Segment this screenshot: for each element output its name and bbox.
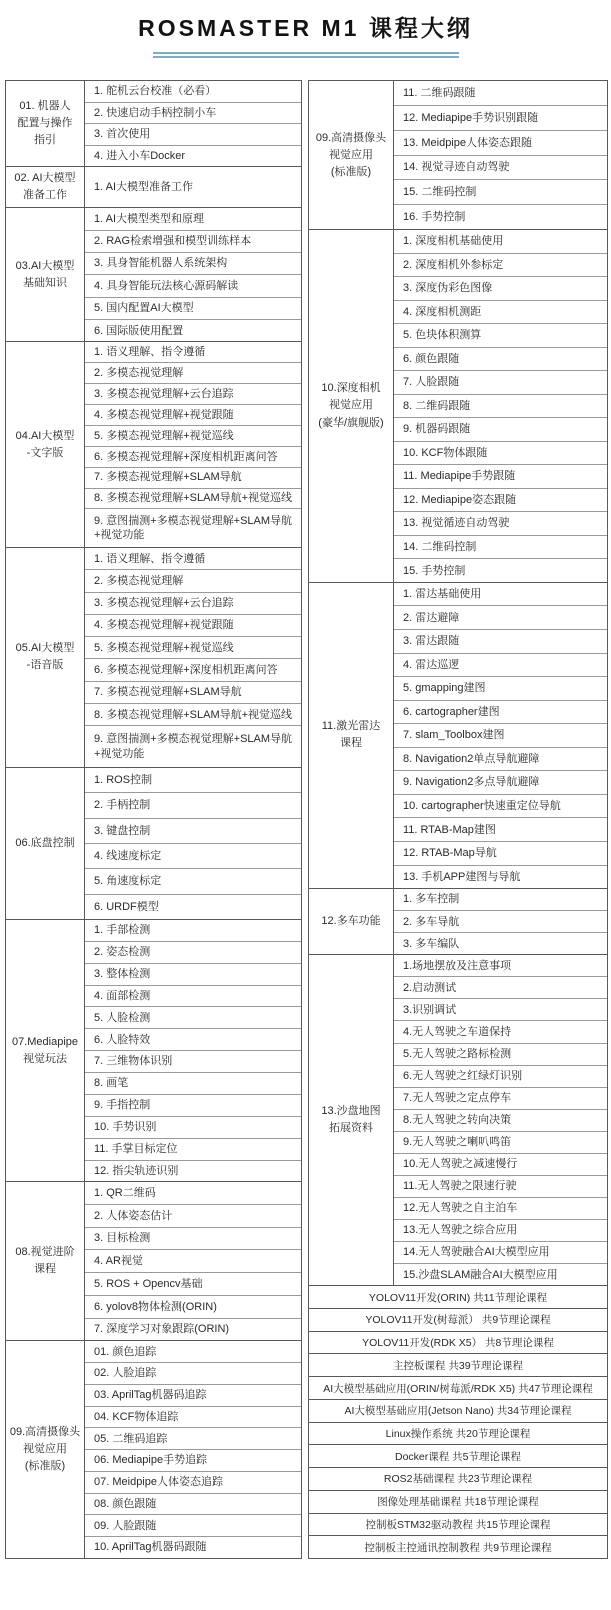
course-item: 13.无人驾驶之综合应用 [394, 1220, 607, 1242]
item-list [85, 342, 301, 547]
course-item: 7. 深度学习对象跟踪(ORIN) [94, 1323, 230, 1336]
course-item: 4.无人驾驶之车道保持 [394, 1021, 607, 1043]
course-item: 10. 手势识别 [85, 1117, 301, 1139]
course-item: 8. 画笔 [85, 1073, 301, 1095]
category-label: 09.高清摄像头 视觉应用 (标准版) [6, 1341, 85, 1558]
course-item: 3. 首次使用 [85, 124, 301, 146]
course-item: 1. AI大模型类型和原理 [85, 208, 301, 230]
course-item: 4. 雷达巡逻 [394, 654, 607, 678]
course-item: 1. AI大模型准备工作 [94, 181, 194, 194]
course-item: 15. 手势控制 [403, 564, 466, 577]
summary-row: 控制板STM32驱动教程 共15节理论课程 [309, 1514, 607, 1537]
course-item: 5. 角速度标定 [85, 869, 301, 894]
category-label: 09.高清摄像头 视觉应用 (标准版) [309, 81, 394, 229]
course-outline-table [5, 80, 608, 1559]
course-item: 2. 多模态视觉理解 [85, 570, 301, 592]
course-item: 6. yolov8物体检测(ORIN) [85, 1296, 301, 1319]
course-section [6, 342, 301, 548]
course-item: 11. 二维码跟随 [394, 81, 607, 106]
course-section [6, 208, 301, 342]
course-item: 9. 意图揣测+多模态视觉理解+SLAM导航+视觉功能 [94, 514, 293, 542]
summary-row: 图像处理基础课程 共18节理论课程 [309, 1491, 607, 1514]
course-item: 3. 多模态视觉理解+云台追踪 [85, 384, 301, 405]
course-item: 13. Meidpipe人体姿态跟随 [394, 131, 607, 156]
course-item: 16. 手势控制 [403, 211, 466, 224]
course-item: 2. 多模态视觉理解 [85, 363, 301, 384]
course-item: 13. 手机APP建图与导航 [403, 870, 521, 883]
course-item: 10. cartographer快速重定位导航 [394, 795, 607, 819]
course-item: 8.无人驾驶之转向决策 [394, 1110, 607, 1132]
course-item: 5. ROS + Opencv基础 [85, 1273, 301, 1296]
course-item: 7. 三维物体识别 [85, 1051, 301, 1073]
course-item: 1. 舵机云台校准（必看） [85, 81, 301, 103]
table-left-half [5, 80, 302, 1559]
course-item: 6. 多模态视觉理解+深度相机距离问答 [85, 447, 301, 468]
summary-row: Docker课程 共5节理论课程 [309, 1445, 607, 1468]
course-item: 2. 快速启动手柄控制小车 [85, 103, 301, 125]
item-list [85, 1182, 301, 1340]
category-label: 08.视觉进阶 课程 [6, 1182, 85, 1340]
item-list [85, 208, 301, 341]
course-item: 1. 深度相机基础使用 [394, 230, 607, 254]
course-item: 01. 颜色追踪 [85, 1341, 301, 1363]
course-section [6, 1341, 301, 1558]
course-section [6, 1182, 301, 1341]
item-list [85, 548, 301, 767]
course-item: 4. 具身智能玩法核心源码解读 [85, 275, 301, 297]
course-item: 11. 手掌目标定位 [85, 1139, 301, 1161]
course-item: 5. 多模态视觉理解+视觉巡线 [85, 637, 301, 659]
item-list [394, 889, 607, 954]
course-item: 1. 语义理解、指令遵循 [85, 548, 301, 570]
course-section [6, 548, 301, 768]
course-item: 11.无人驾驶之限速行驶 [394, 1176, 607, 1198]
course-section [6, 920, 301, 1182]
course-item: 3. 具身智能机器人系统架构 [85, 253, 301, 275]
summary-row: AI大模型基础应用(Jetson Nano) 共34节理论课程 [309, 1400, 607, 1423]
category-label: 07.Mediapipe 视觉玩法 [6, 920, 85, 1181]
course-item: 5. gmapping建图 [394, 677, 607, 701]
course-item: 07. Meidpipe人体姿态追踪 [85, 1472, 301, 1494]
summary-row: YOLOV11开发(ORIN) 共11节理论课程 [309, 1286, 607, 1309]
course-item: 10. AprilTag机器码跟随 [94, 1541, 207, 1554]
course-item: 3. 多模态视觉理解+云台追踪 [85, 593, 301, 615]
item-list [394, 230, 607, 582]
summary-row: Linux操作系统 共20节理论课程 [309, 1423, 607, 1446]
course-item: 8. Navigation2单点导航避障 [394, 748, 607, 772]
course-item: 3. 整体检测 [85, 964, 301, 986]
course-item: 6. 多模态视觉理解+深度相机距离问答 [85, 659, 301, 681]
category-label: 02. AI大模型 准备工作 [6, 167, 85, 207]
course-item: 6. URDF模型 [94, 900, 159, 913]
course-item: 1. 手部检测 [85, 920, 301, 942]
course-item: 6.无人驾驶之红绿灯识别 [394, 1066, 607, 1088]
course-item: 7. 多模态视觉理解+SLAM导航 [85, 468, 301, 489]
course-item: 3. 雷达跟随 [394, 630, 607, 654]
course-item: 15. 二维码控制 [394, 180, 607, 205]
course-item: 4. 多模态视觉理解+视觉跟随 [85, 405, 301, 426]
course-item: 03. AprilTag机器码追踪 [85, 1385, 301, 1407]
course-item: 9. Navigation2多点导航避障 [394, 771, 607, 795]
course-item: 02. 人脸追踪 [85, 1363, 301, 1385]
course-item: 6. 颜色跟随 [394, 348, 607, 372]
course-item: 3. 键盘控制 [85, 819, 301, 844]
course-item: 2. 姿态检测 [85, 942, 301, 964]
course-item: 5. 人脸检测 [85, 1007, 301, 1029]
course-item: 3. 目标检测 [85, 1228, 301, 1251]
course-section [309, 230, 607, 583]
course-item: 9. 手指控制 [85, 1095, 301, 1117]
course-section [309, 889, 607, 955]
course-item: 9. 机器码跟随 [394, 418, 607, 442]
course-item: 2. 雷达避障 [394, 606, 607, 630]
course-item: 2. 多车导航 [394, 911, 607, 933]
category-label: 01. 机器人 配置与操作 指引 [6, 81, 85, 166]
course-item: 14. 视觉寻迹自动驾驶 [394, 156, 607, 181]
course-item: 4. AR视觉 [85, 1250, 301, 1273]
course-item: 1. 雷达基础使用 [394, 583, 607, 607]
item-list [85, 920, 301, 1181]
course-item: 15.沙盘SLAM融合AI大模型应用 [403, 1268, 558, 1281]
page-title: ROSMASTER M1 课程大纲 [138, 15, 473, 41]
course-item: 2. 手柄控制 [85, 793, 301, 818]
course-item: 5.无人驾驶之路标检测 [394, 1044, 607, 1066]
item-list [85, 1341, 301, 1558]
course-item: 10.无人驾驶之减速慢行 [394, 1154, 607, 1176]
course-item: 11. Mediapipe手势跟随 [394, 465, 607, 489]
table-right-half [308, 80, 608, 1559]
course-item: 08. 颜色跟随 [85, 1494, 301, 1516]
summary-row: YOLOV11开发(RDK X5） 共8节理论课程 [309, 1332, 607, 1355]
course-item: 4. 面部检测 [85, 986, 301, 1008]
summary-row: 主控板课程 共39节理论课程 [309, 1354, 607, 1377]
course-item: 12. Mediapipe姿态跟随 [394, 489, 607, 513]
category-label: 10.深度相机 视觉应用 (豪华/旗舰版) [309, 230, 394, 582]
item-list [85, 81, 301, 166]
course-item: 14. 二维码控制 [394, 536, 607, 560]
item-list [394, 583, 607, 888]
course-item: 1.场地摆放及注意事项 [394, 955, 607, 977]
course-item: 7. 多模态视觉理解+SLAM导航 [85, 682, 301, 704]
course-item: 10. KCF物体跟随 [394, 442, 607, 466]
course-item: 2.启动测试 [394, 977, 607, 999]
course-item: 1. 多车控制 [394, 889, 607, 911]
category-label: 03.AI大模型 基础知识 [6, 208, 85, 341]
course-item: 12. RTAB-Map导航 [394, 842, 607, 866]
course-section [309, 583, 607, 889]
course-item: 04. KCF物体追踪 [85, 1407, 301, 1429]
course-item: 4. 线速度标定 [85, 844, 301, 869]
course-item: 6. 人脸特效 [85, 1029, 301, 1051]
category-label: 06.底盘控制 [6, 768, 85, 919]
course-item: 7. 人脸跟随 [394, 371, 607, 395]
course-item: 06. Mediapipe手势追踪 [85, 1450, 301, 1472]
course-item: 7. slam_Toolbox建图 [394, 724, 607, 748]
course-item: 5. 国内配置AI大模型 [85, 298, 301, 320]
course-item: 8. 二维码跟随 [394, 395, 607, 419]
course-item: 9.无人驾驶之喇叭鸣笛 [394, 1132, 607, 1154]
summary-row: YOLOV11开发(树莓派） 共9节理论课程 [309, 1309, 607, 1332]
course-item: 2. RAG检索增强和模型训练样本 [85, 231, 301, 253]
summary-row: ROS2基础课程 共23节理论课程 [309, 1468, 607, 1491]
course-item: 3. 多车编队 [403, 937, 460, 950]
summary-row: AI大模型基础应用(ORIN/树莓派/RDK X5) 共47节理论课程 [309, 1377, 607, 1400]
course-item: 4. 深度相机测距 [394, 301, 607, 325]
category-label: 12.多车功能 [309, 889, 394, 954]
course-item: 8. 多模态视觉理解+SLAM导航+视觉巡线 [85, 704, 301, 726]
course-section [309, 955, 607, 1286]
course-item: 12. Mediapipe手势识别跟随 [394, 106, 607, 131]
category-label: 11.激光雷达 课程 [309, 583, 394, 888]
course-item: 7.无人驾驶之定点停车 [394, 1088, 607, 1110]
course-item: 12.无人驾驶之自主泊车 [394, 1198, 607, 1220]
summary-row: 控制板主控通讯控制教程 共9节理论课程 [364, 1541, 552, 1554]
course-item: 1. QR二维码 [85, 1182, 301, 1205]
course-item: 4. 进入小车Docker [94, 150, 186, 163]
course-item: 6. 国际版使用配置 [94, 324, 184, 337]
course-item: 2. 深度相机外参标定 [394, 254, 607, 278]
course-item: 14.无人驾驶融合AI大模型应用 [394, 1242, 607, 1264]
course-section [6, 768, 301, 920]
course-section [309, 81, 607, 230]
item-list [85, 167, 301, 207]
course-section [6, 81, 301, 167]
category-label: 13.沙盘地图 拓展资料 [309, 955, 394, 1285]
course-item: 5. 色块体积测算 [394, 324, 607, 348]
course-item: 12. 指尖轨迹识别 [94, 1164, 179, 1177]
course-item: 6. cartographer建图 [394, 701, 607, 725]
course-section [6, 167, 301, 208]
course-item: 3.识别调试 [394, 999, 607, 1021]
course-item: 2. 人体姿态估计 [85, 1205, 301, 1228]
category-label: 04.AI大模型 -文字版 [6, 342, 85, 547]
course-item: 8. 多模态视觉理解+SLAM导航+视觉巡线 [85, 489, 301, 510]
title-divider [153, 52, 459, 58]
course-item: 5. 多模态视觉理解+视觉巡线 [85, 426, 301, 447]
course-item: 09. 人脸跟随 [85, 1515, 301, 1537]
item-list [85, 768, 301, 919]
course-item: 3. 深度伪彩色图像 [394, 277, 607, 301]
course-item: 1. ROS控制 [85, 768, 301, 793]
item-list [394, 955, 607, 1285]
course-item: 13. 视觉循迹自动驾驶 [394, 512, 607, 536]
course-item: 05. 二维码追踪 [85, 1428, 301, 1450]
category-label: 05.AI大模型 -语音版 [6, 548, 85, 767]
course-item: 9. 意图揣测+多模态视觉理解+SLAM导航+视觉功能 [94, 733, 293, 760]
item-list [394, 81, 607, 229]
course-item: 11. RTAB-Map建图 [394, 818, 607, 842]
course-item: 4. 多模态视觉理解+视觉跟随 [85, 615, 301, 637]
course-item: 1. 语义理解、指令遵循 [85, 342, 301, 363]
